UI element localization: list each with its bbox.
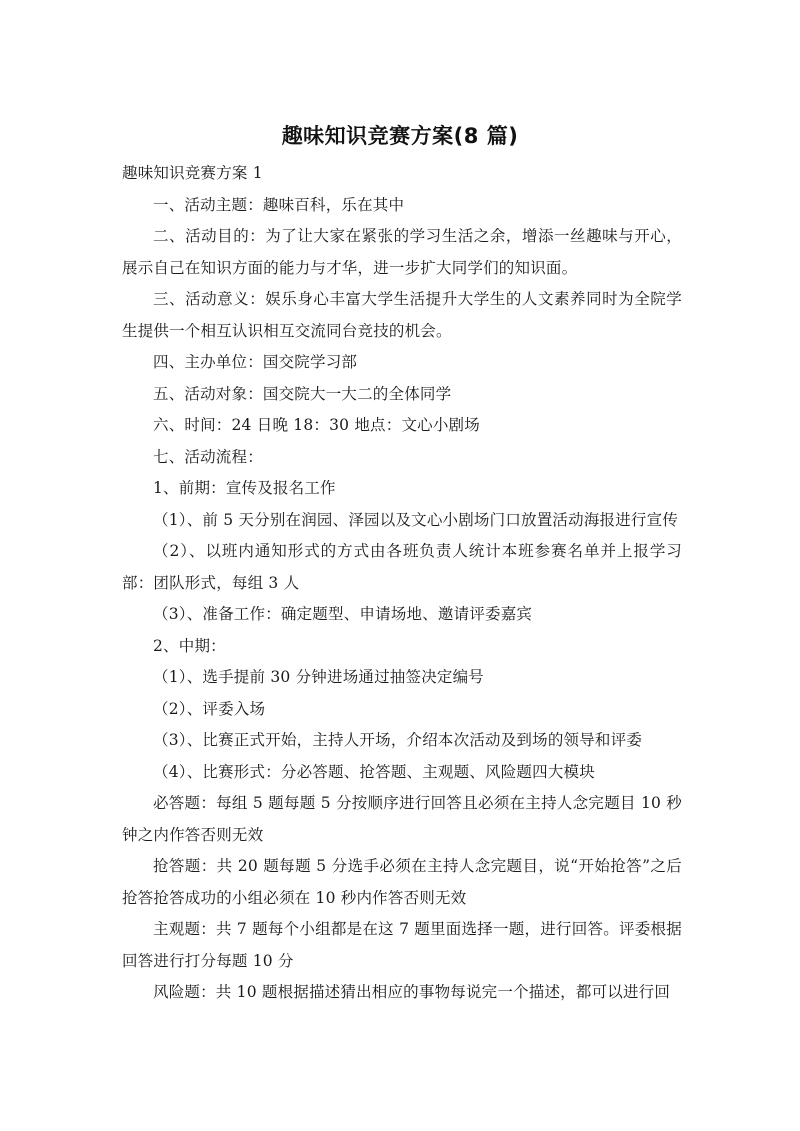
- document-body: [122, 158, 682, 1009]
- paragraph-mid-stage: 2、中期：: [153, 636, 226, 655]
- paragraph-mid-step-4: （4）、比赛形式：分必答题、抢答题、主观题、风险题四大模块: [153, 762, 595, 781]
- paragraph-early-stage: 1、前期：宣传及报名工作: [153, 479, 336, 497]
- paragraph-significance: 三、活动意义：娱乐身心丰富大学生活提升大学生的人文素养同时为全院学生提供一个相互认识相互交流同台竞技的机会。: [122, 290, 682, 340]
- paragraph-mid-step-1: （1）、选手提前 30 分钟进场通过抽签决定编号: [153, 668, 484, 686]
- paragraph-buzzer-questions: 抢答题：共 20 题每题 5 分选手必须在主持人念完题目，说“开始抢答”之后抢答抢答成功的小组必须在 10 秒内作答否则无效: [122, 857, 682, 907]
- paragraph-process: 七、活动流程：: [153, 447, 263, 466]
- paragraph-early-step-1: （1）、前 5 天分别在润园、泽园以及文心小剧场门口放置活动海报进行宣传: [153, 510, 679, 529]
- paragraph-organizer: 四、主办单位：国交院学习部: [153, 353, 358, 371]
- paragraph-mid-step-3: （3）、比赛正式开始，主持人开场，介绍本次活动及到场的领导和评委: [153, 731, 643, 749]
- paragraph-participants: 五、活动对象：国交院大一大二的全体同学: [153, 384, 452, 403]
- paragraph-early-step-3: （3）、准备工作：确定题型、申请场地、邀请评委嘉宾: [153, 605, 533, 623]
- paragraph-risk-questions: 风险题：共 10 题根据描述猜出相应的事物每说完一个描述，都可以进行回: [153, 983, 671, 1001]
- paragraph-required-questions: 必答题：每组 5 题每题 5 分按顺序进行回答且必须在主持人念完题目 10 秒钟之内作答否则无效: [122, 794, 682, 844]
- paragraph-purpose: 二、活动目的：为了让大家在紧张的学习生活之余，增添一丝趣味与开心，展示自己在知识方面的能力与才华，进一步扩大同学们的知识面。: [122, 227, 682, 277]
- document-title: 趣味知识竞赛方案(8 篇): [281, 124, 519, 148]
- paragraph-early-step-2: （2）、以班内通知形式的方式由各班负责人统计本班参赛名单并上报学习部：团队形式，每组 3 人: [122, 542, 682, 592]
- section-heading: 趣味知识竞赛方案 1: [122, 164, 263, 182]
- paragraph-subjective-questions: 主观题：共 7 题每个小组都是在这 7 题里面选择一题，进行回答。评委根据回答进行打分每题 10 分: [122, 920, 682, 970]
- paragraph-mid-step-2: （2）、评委入场: [153, 699, 266, 718]
- paragraph-theme: 一、活动主题：趣味百科，乐在其中: [153, 195, 405, 214]
- paragraph-time-location: 六、时间：24 日晚 18：30 地点：文心小剧场: [153, 416, 480, 434]
